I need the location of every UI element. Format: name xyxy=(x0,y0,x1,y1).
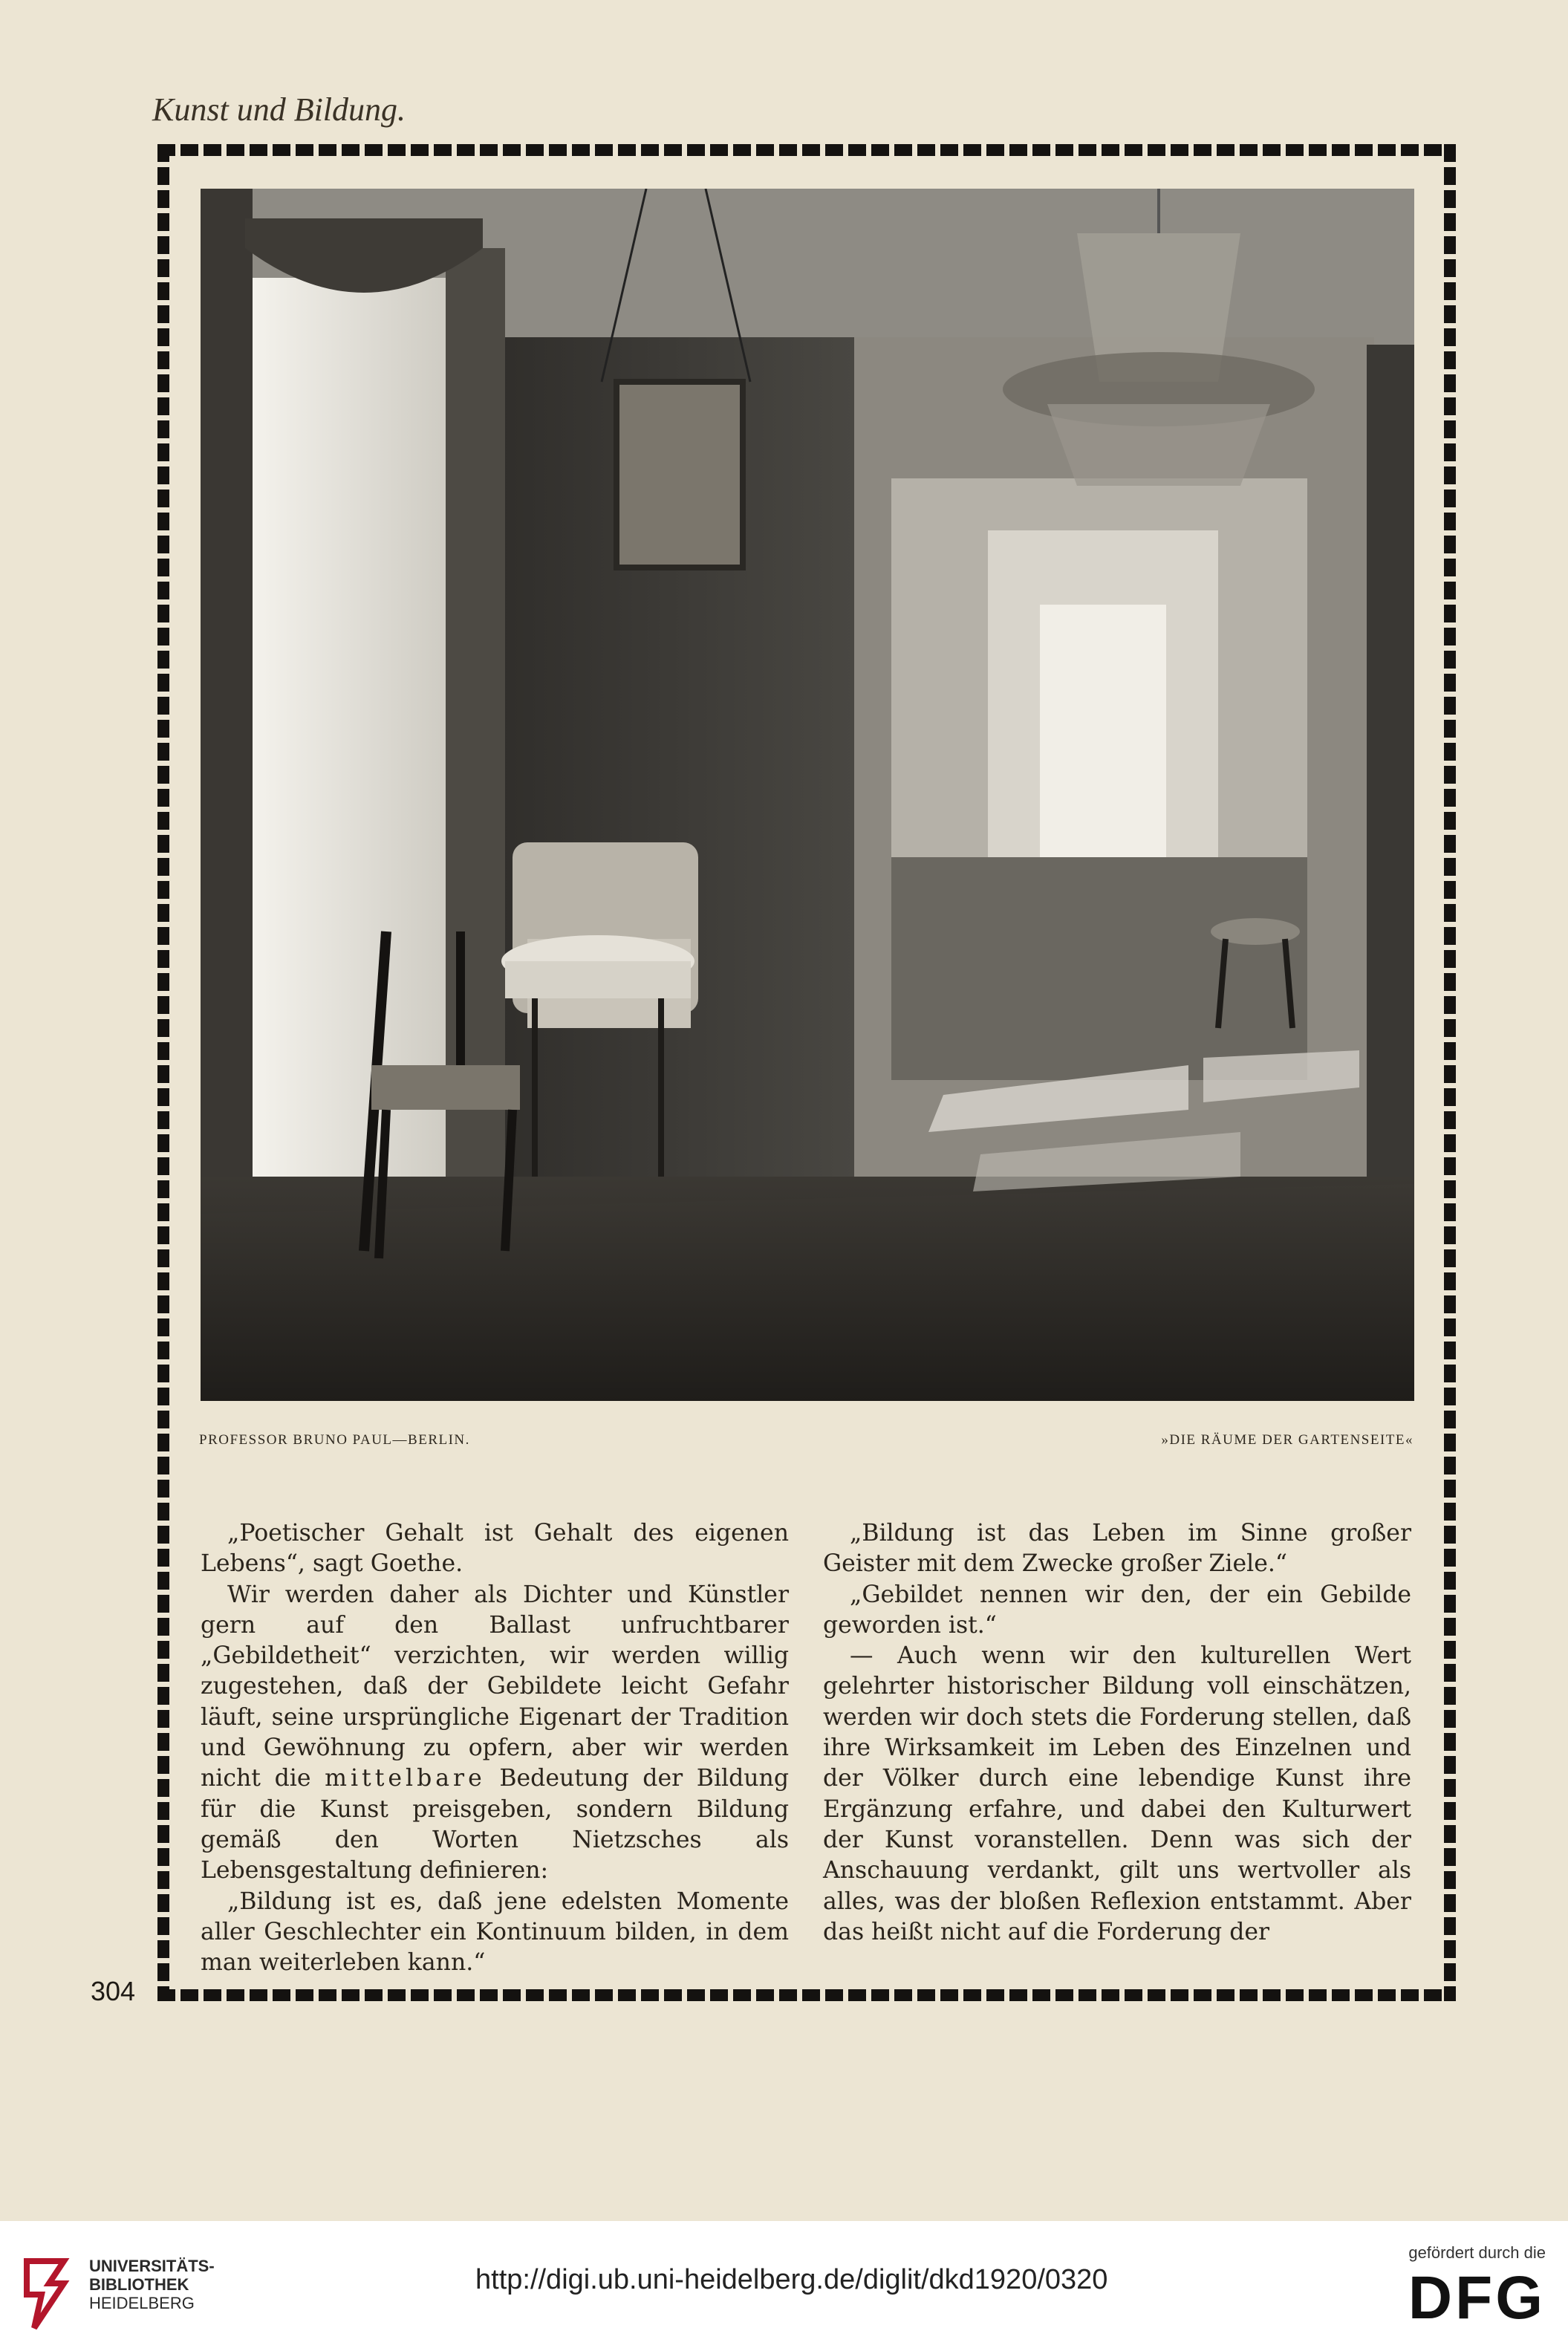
paragraph-text: Bedeutung der Bildung für die Kunst preisgeben, sondern Bildung gemäß den Worten Nietzsches als Lebensgestaltung definieren: xyxy=(201,1765,789,1885)
border-top xyxy=(157,144,1456,156)
interior-photograph xyxy=(201,189,1414,1401)
border-bottom xyxy=(157,1989,1456,2001)
emphasized-word: mittelbare xyxy=(325,1765,486,1792)
library-logo-icon xyxy=(19,2254,79,2335)
paragraph: „Bildung ist das Leben im Sinne großer Geister mit dem Zwecke großer Ziele.“ xyxy=(823,1520,1411,1578)
library-name: UNIVERSITÄTS- BIBLIOTHEK HEIDELBERG xyxy=(89,2257,215,2312)
paragraph: — Auch wenn wir den kulturellen Wert gelehrter historischer Bildung voll einschätzen, werden wir doch stets die Forderung stellen, daß ihre Wirksamkeit im Leben des Einzelnen und der Völker durch eine lebendige Kunst ihre Ergänzung erfahre, und dabei den Kulturwert der Kunst voranstellen. Denn was sich der Anschauung verdankt, gilt uns wertvoller als alles, was der bloßen Reflexion entstammt. Aber das heißt nicht auf die Forderung der xyxy=(823,1642,1411,1945)
page-number: 304 xyxy=(91,1976,136,2006)
paragraph: „Bildung ist es, daß jene edelsten Momente aller Geschlechter ein Kontinuum bilden, in dem man weiterleben kann.“ xyxy=(201,1887,789,1977)
paragraph xyxy=(201,1580,789,1887)
running-head: Kunst und Bildung. xyxy=(152,91,406,128)
funder-block xyxy=(1408,2243,1546,2334)
paragraph-text: Wir werden daher als Dichter und Künstler gern auf den Ballast unfruchtbarer „Gebildetheit“ verzichten, wir werden willig zugestehen, daß der Gebildete leicht Gefahr läuft, seine ursprüngliche Eigenart der Tradition und Gewöhnung zu opfern, aber wir werden nicht die xyxy=(201,1581,789,1792)
dfg-logo: DFG xyxy=(1408,2264,1546,2332)
photo-title: »DIE RÄUME DER GARTENSEITE« xyxy=(1161,1432,1414,1448)
funded-by-label: gefördert durch die xyxy=(1408,2243,1546,2262)
text-column-left xyxy=(201,1518,789,1978)
border-right xyxy=(1444,144,1456,2001)
paragraph: „Gebildet nennen wir den, der ein Gebilde geworden ist.“ xyxy=(823,1581,1411,1639)
text-column-right xyxy=(823,1518,1411,1948)
source-url[interactable]: http://digi.ub.uni-heidelberg.de/diglit/dkd1920/0320 xyxy=(475,2264,1108,2295)
paragraph: „Poetischer Gehalt ist Gehalt des eigenen Lebens“, sagt Goethe. xyxy=(201,1520,789,1578)
border-left xyxy=(157,144,169,2001)
digitization-footer xyxy=(0,2221,1568,2351)
photo-credit: PROFESSOR BRUNO PAUL—BERLIN. xyxy=(199,1432,470,1448)
